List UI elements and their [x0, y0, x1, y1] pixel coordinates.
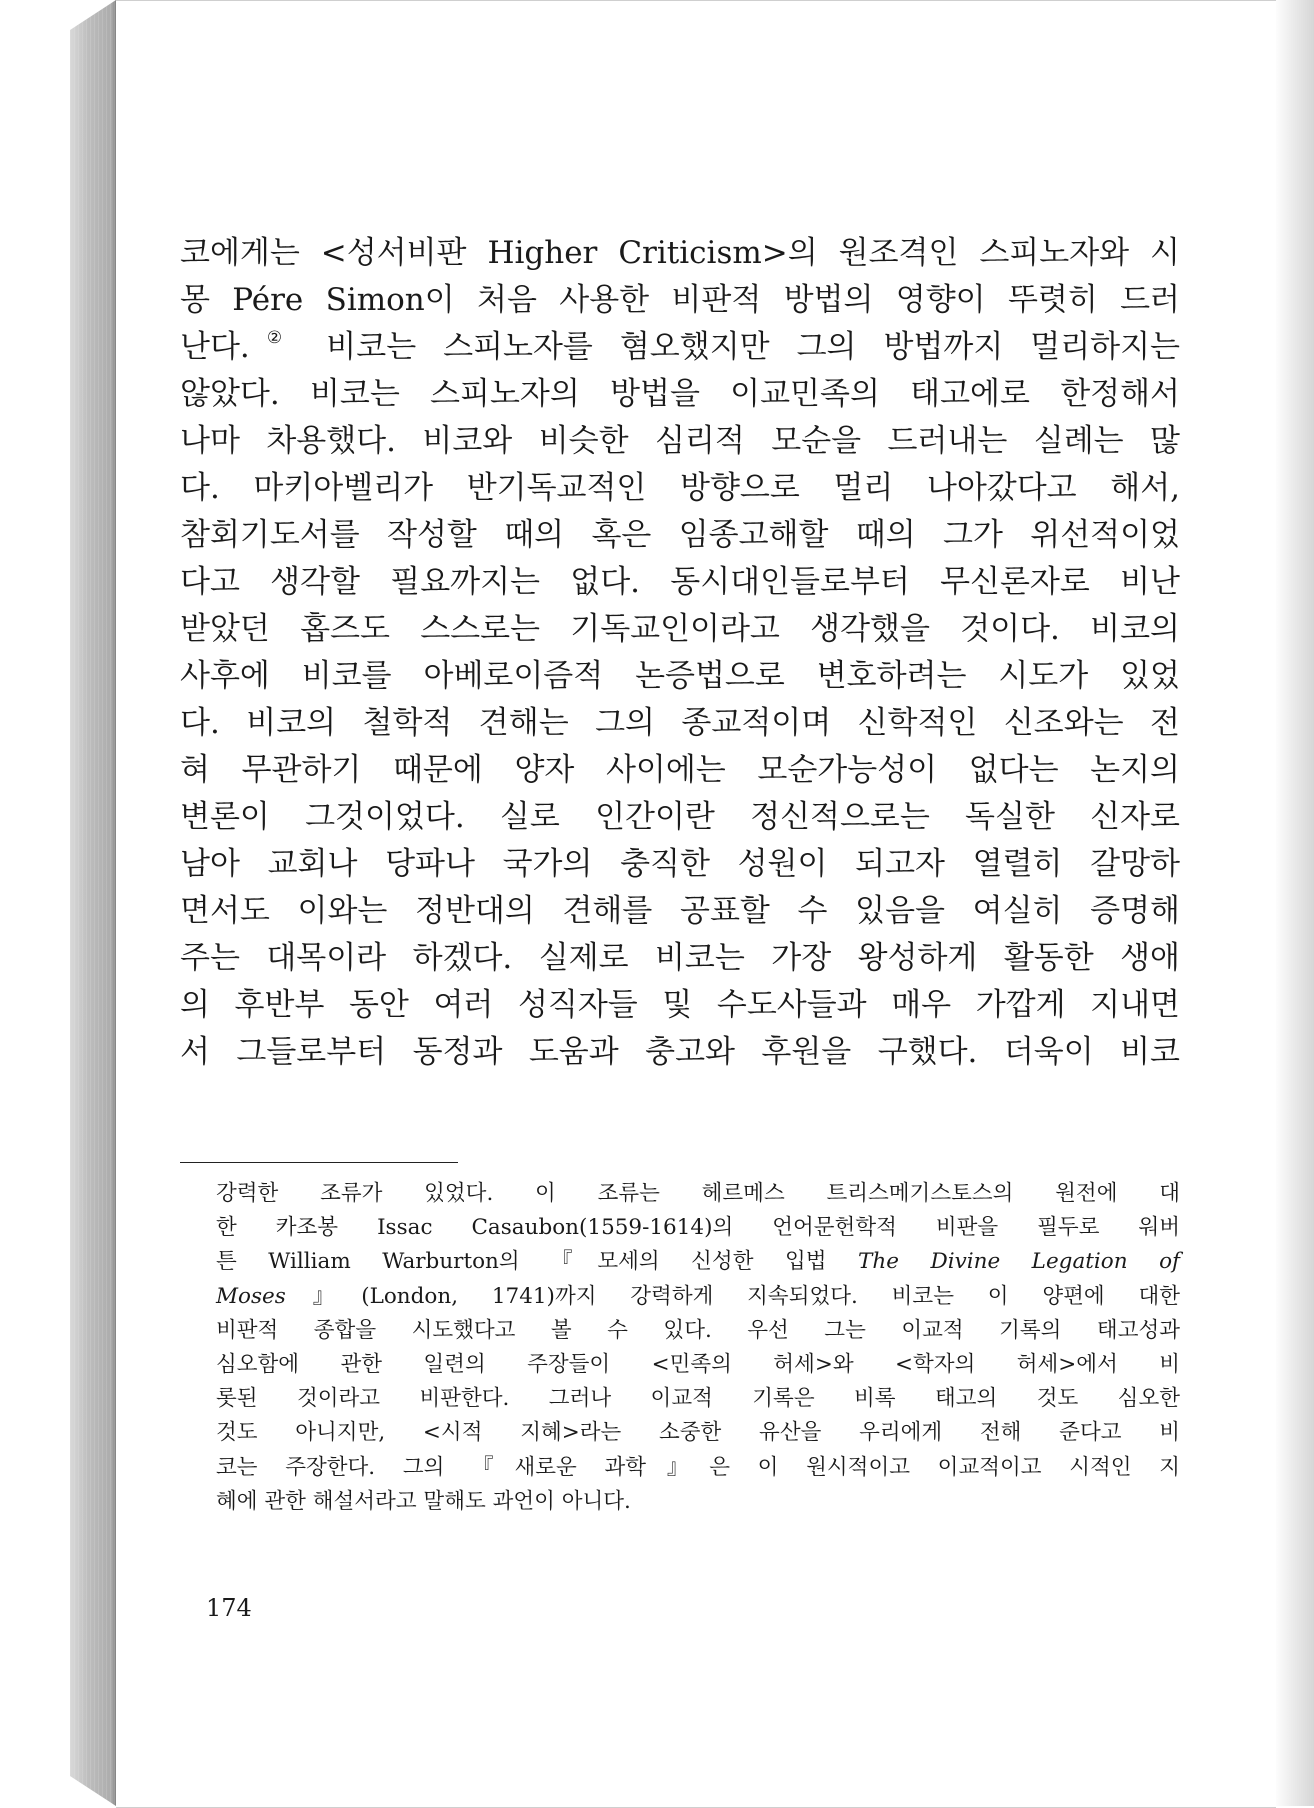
footnote-line: 강력한 조류가 있었다. 이 조류는 헤르메스 트리스메기스토스의 원전에 대	[216, 1181, 1180, 1206]
footnote-line	[216, 1245, 1180, 1279]
body-line: 주는 대목이라 하겠다. 실제로 비코는 가장 왕성하게 활동한 생애	[180, 940, 1180, 976]
footnote-line: 것도 아니지만, <시적 지혜>라는 소중한 유산을 우리에게 전해 준다고 비	[216, 1420, 1180, 1446]
page-number: 174	[206, 1594, 252, 1622]
page-shadow	[1274, 0, 1314, 1806]
footnote-line: 한 카조봉 Issac Casaubon(1559-1614)의 언어문헌학적 비판을 필두로 워버	[216, 1215, 1180, 1241]
body-line: 면서도 이와는 정반대의 견해를 공표할 수 있음을 여실히 증명해	[180, 893, 1180, 929]
body-line: 혀 무관하기 때문에 양자 사이에는 모순가능성이 없다는 논지의	[180, 752, 1180, 788]
footnote-reference: ②	[249, 328, 300, 348]
body-line: 않았다. 비코는 스피노자의 방법을 이교민족의 태고에로 한정해서	[180, 376, 1180, 412]
footnote-line: 심오함에 관한 일련의 주장들이 <민족의 허세>와 <학자의 허세>에서 비	[216, 1351, 1180, 1377]
body-line: 몽 Pére Simon이 처음 사용한 비판적 방법의 영향이 뚜렷히 드러	[180, 282, 1180, 318]
footnote-divider	[180, 1162, 458, 1163]
body-line: 변론이 그것이었다. 실로 인간이란 정신적으로는 독실한 신자로	[180, 799, 1180, 835]
footnote-line: 코는 주장한다. 그의 『새로운 과학』은 이 원시적이고 이교적이고 시적인 지	[216, 1454, 1180, 1480]
body-line	[180, 324, 1180, 371]
footnote	[216, 1177, 1180, 1519]
body-line: 나마 차용했다. 비코와 비슷한 심리적 모순을 드러내는 실례는 많	[180, 423, 1180, 459]
body-line: 다. 비코의 철학적 견해는 그의 종교적이며 신학적인 신조와는 전	[180, 705, 1180, 741]
footnote-line: 비판적 종합을 시도했다고 볼 수 있다. 우선 그는 이교적 기록의 태고성과	[216, 1317, 1180, 1343]
footnote-line: 롯된 것이라고 비판한다. 그러나 이교적 기록은 비록 태고의 것도 심오한	[216, 1386, 1180, 1412]
body-line: 남아 교회나 당파나 국가의 충직한 성원이 되고자 열렬히 갈망하	[180, 846, 1180, 882]
body-line: 받았던 홉즈도 스스로는 기독교인이라고 생각했을 것이다. 비코의	[180, 611, 1180, 647]
book-title-italic: Moses	[216, 1283, 286, 1309]
footnote-line: 혜에 관한 해설서라고 말해도 과언이 아니다.	[216, 1488, 631, 1514]
footnote-line-part: 』(London, 1741)까지 강력하게 지속되었다. 비코는 이 양편에 대한	[285, 1283, 1180, 1309]
body-line-part: 비코는 스피노자를 혐오했지만 그의 방법까지 멀리하지는	[299, 329, 1181, 365]
body-line: 서 그들로부터 동정과 도움과 충고와 후원을 구했다. 더욱이 비코	[180, 1034, 1180, 1070]
footnote-line-part: 튼 William Warburton의 『모세의 신성한 입법	[216, 1249, 859, 1275]
body-line: 다고 생각할 필요까지는 없다. 동시대인들로부터 무신론자로 비난	[180, 564, 1180, 600]
body-line-part: 난다.	[180, 329, 250, 365]
page-stack-texture	[70, 0, 116, 1806]
body-line: 코에게는 <성서비판 Higher Criticism>의 원조격인 스피노자와 시	[180, 235, 1180, 271]
body-line: 사후에 비코를 아베로이즘적 논증법으로 변호하려는 시도가 있었	[180, 658, 1180, 694]
body-line: 의 후반부 동안 여러 성직자들 및 수도사들과 매우 가깝게 지내면	[180, 987, 1180, 1023]
body-line: 참회기도서를 작성할 때의 혹은 임종고해할 때의 그가 위선적이었	[180, 517, 1180, 553]
body-text	[180, 230, 1180, 1076]
body-line: 다. 마키아벨리가 반기독교적인 방향으로 멀리 나아갔다고 해서,	[180, 470, 1180, 506]
footnote-line	[216, 1280, 1180, 1314]
book-title-italic: The Divine Legation of	[858, 1249, 1180, 1275]
